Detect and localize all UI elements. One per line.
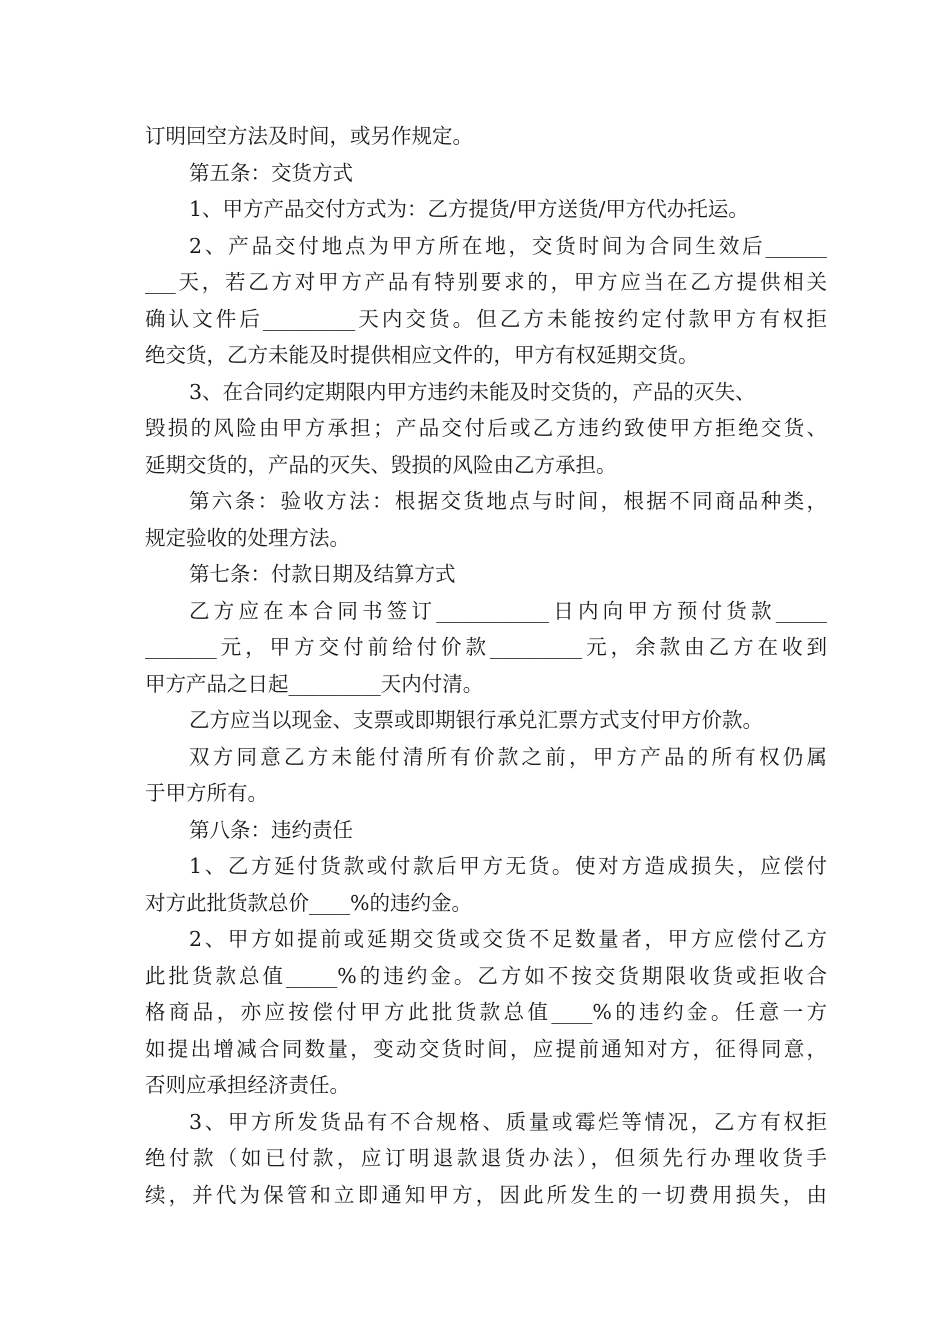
text-line: 1、甲方产品交付方式为：乙方提货/甲方送货/甲方代办托运。: [189, 197, 749, 221]
text-line: 3、甲方所发货品有不合规格、质量或霉烂等情况，乙方有权拒: [189, 1109, 827, 1134]
text-line: 2、产品交付地点为甲方所在地，交货时间为合同生效后______: [189, 233, 827, 258]
text-line: 1、乙方延付货款或付款后甲方无货。使对方造成损失，应偿付: [189, 854, 827, 878]
text-line: 乙方应在本合同书签订___________日内向甲方预付货款_____: [189, 598, 827, 623]
text-line: 延期交货的，产品的灭失、毁损的风险由乙方承担。: [145, 452, 617, 477]
text-line: 第六条：验收方法：根据交货地点与时间，根据不同商品种类，: [189, 489, 827, 513]
contract-page: [145, 118, 827, 1213]
text-line: 第八条：违约责任: [189, 817, 353, 842]
text-line: 乙方应当以现金、支票或即期银行承兑汇票方式支付甲方价款。: [189, 708, 763, 732]
text-line: 甲方产品之日起_________天内付清。: [145, 671, 484, 696]
text-line: 于甲方所有。: [145, 781, 268, 805]
text-line: 续，并代为保管和立即通知甲方，因此所发生的一切费用损失，由: [145, 1182, 827, 1207]
text-line: 第五条：交货方式: [189, 160, 353, 185]
text-line: 规定验收的处理方法。: [145, 525, 350, 550]
text-line: 毁损的风险由甲方承担；产品交付后或乙方违约致使甲方拒绝交货、: [145, 416, 827, 440]
text-line: ___天，若乙方对甲方产品有特别要求的，甲方应当在乙方提供相关: [145, 270, 827, 294]
text-line: 否则应承担经济责任。: [145, 1073, 350, 1097]
text-line: 确认文件后_________天内交货。但乙方未能按约定付款甲方有权拒: [145, 306, 827, 331]
text-line: 订明回空方法及时间，或另作规定。: [145, 124, 473, 148]
text-line: 绝交货，乙方未能及时提供相应文件的，甲方有权延期交货。: [145, 343, 699, 367]
text-line: 对方此批货款总价____%的违约金。: [145, 890, 472, 915]
text-line: _______元，甲方交付前给付价款_________元，余款由乙方在收到: [145, 635, 827, 659]
text-line: 双方同意乙方未能付清所有价款之前，甲方产品的所有权仍属: [189, 744, 827, 769]
text-line: 格商品，亦应按偿付甲方此批货款总值____%的违约金。任意一方: [145, 1000, 827, 1024]
text-line: 2、甲方如提前或延期交货或交货不足数量者，甲方应偿付乙方: [189, 927, 827, 951]
text-line: 3、在合同约定期限内甲方违约未能及时交货的，产品的灭失、: [189, 379, 756, 404]
text-line: 此批货款总值_____%的违约金。乙方如不按交货期限收货或拒收合: [145, 963, 827, 988]
text-line: 绝付款（如已付款，应订明退款退货办法），但须先行办理收货手: [145, 1146, 827, 1170]
text-line: 如提出增减合同数量，变动交货时间，应提前通知对方，征得同意，: [145, 1036, 827, 1061]
text-line: 第七条：付款日期及结算方式: [189, 562, 456, 586]
